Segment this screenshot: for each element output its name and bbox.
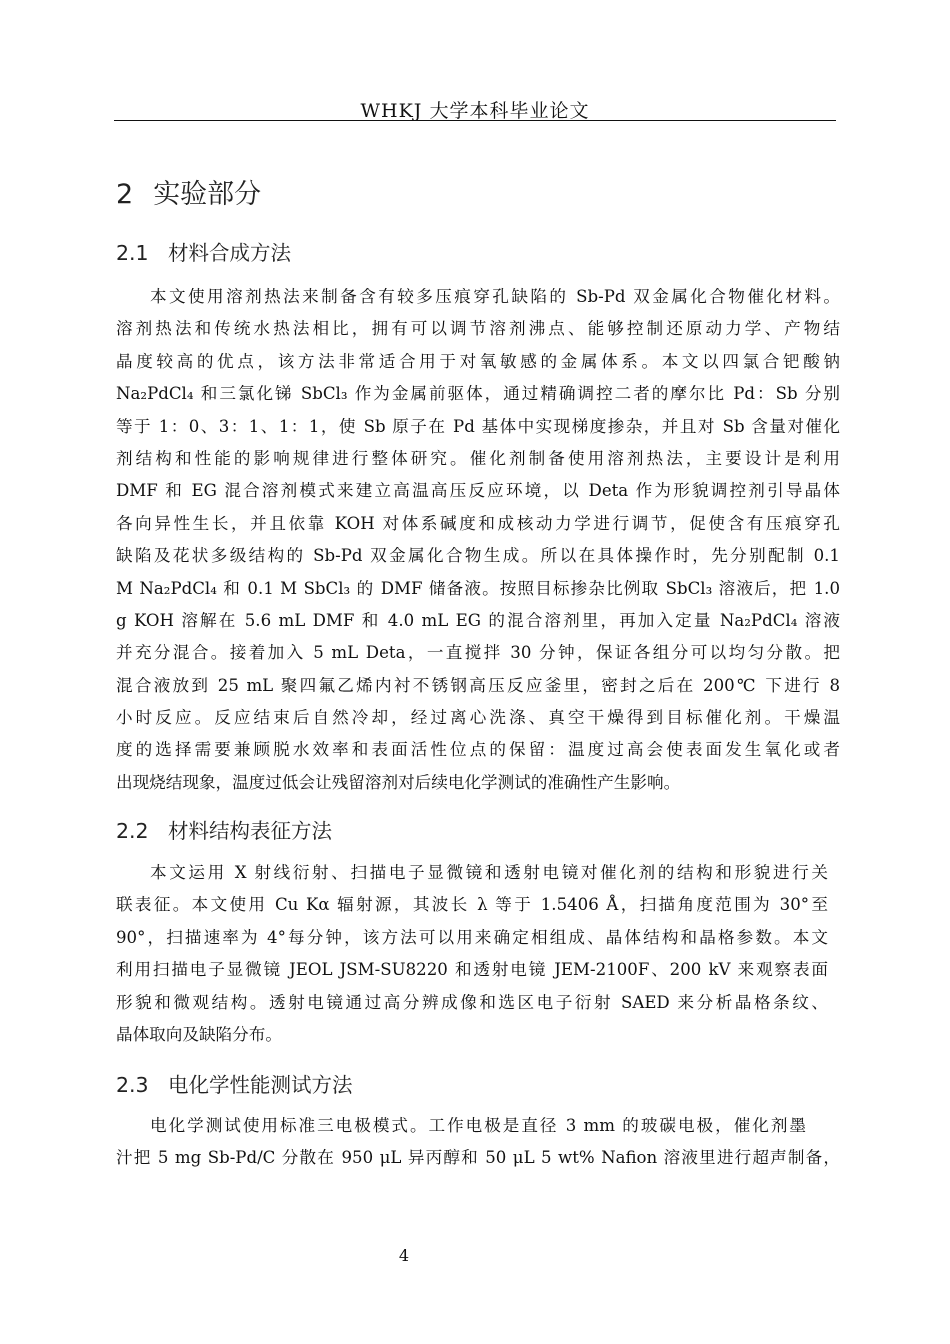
text-line: DMF 和 EG 混合溶剂模式来建立高温高压反应环境，以 Deta 作为形貌调控剂引导晶体 (116, 481, 840, 501)
text-line: 等于 1：0、3：1、1：1，使 Sb 原子在 Pd 基体中实现梯度掺杂，并且对 Sb 含量对催化 (116, 416, 840, 436)
section-paragraph-2-1 (116, 281, 840, 799)
section-heading-2-1 (116, 236, 291, 266)
text-line: 小时反应。反应结束后自然冷却，经过离心洗涤、真空干燥得到目标催化剂。干燥温 (116, 708, 840, 728)
text-line: 本文使用溶剂热法来制备含有较多压痕穿孔缺陷的 Sb-Pd 双金属化合物催化材料。 (150, 287, 840, 306)
text-line: Na₂PdCl₄ 和三氯化锑 SbCl₃ 作为金属前驱体，通过精确调控二者的摩尔比 Pd：Sb 分别 (116, 384, 840, 404)
text-line: 剂结构和性能的影响规律进行整体研究。催化剂制备使用溶剂热法，主要设计是利用 (116, 448, 840, 468)
running-header: WHKJ 大学本科毕业论文 (360, 100, 590, 122)
section-paragraph-2-3 (116, 1110, 840, 1175)
text-line: 电化学测试使用标准三电极模式。工作电极是直径 3 mm 的玻碳电极，催化剂墨 (150, 1116, 806, 1135)
header-rule (114, 120, 836, 121)
text-line: 晶度较高的优点，该方法非常适合用于对氧敏感的金属体系。本文以四氯合钯酸钠 (116, 351, 840, 371)
section-number: 2.1 (116, 241, 149, 265)
text-line: 90°，扫描速率为 4°每分钟，该方法可以用来确定相组成、晶体结构和晶格参数。本文 (116, 927, 828, 947)
text-line: 缺陷及花状多级结构的 Sb-Pd 双金属化合物生成。所以在具体操作时，先分别配制 0.1 (116, 546, 840, 566)
text-line: 联表征。本文使用 Cu Kα 辐射源，其波长 λ 等于 1.5406 Å，扫描角度范围为 30°至 (116, 895, 828, 915)
section-title: 材料结构表征方法 (168, 819, 332, 843)
text-line: M Na₂PdCl₄ 和 0.1 M SbCl₃ 的 DMF 储备液。按照目标掺杂比例取 SbCl₃ 溶液后，把 1.0 (116, 578, 840, 598)
section-paragraph-2-2 (116, 857, 828, 1051)
text-line: 汁把 5 mg Sb-Pd/C 分散在 950 μL 异丙醇和 50 μL 5 wt% Nafion 溶液里进行超声制备， (116, 1148, 840, 1168)
section-title: 材料合成方法 (168, 241, 291, 265)
section-number: 2.2 (116, 819, 149, 843)
chapter-title-text: 实验部分 (153, 179, 262, 210)
section-heading-2-3 (116, 1068, 353, 1098)
text-line: 溶剂热法和传统水热法相比，拥有可以调节溶剂沸点、能够控制还原动力学、产物结 (116, 319, 840, 339)
text-line: 利用扫描电子显微镜 JEOL JSM-SU8220 和透射电镜 JEM-2100F、200 kV 来观察表面 (116, 960, 828, 980)
text-line: 本文运用 X 射线衍射、扫描电子显微镜和透射电镜对催化剂的结构和形貌进行关 (150, 863, 828, 882)
text-line: 混合液放到 25 mL 聚四氟乙烯内衬不锈钢高压反应釜里，密封之后在 200℃ 下进行 8 (116, 675, 840, 695)
text-line: 形貌和微观结构。透射电镜通过高分辨成像和选区电子衍射 SAED 来分析晶格条纹、 (116, 992, 828, 1012)
text-line: 晶体取向及缺陷分布。 (116, 1024, 282, 1044)
text-line: 各向异性生长，并且依靠 KOH 对体系碱度和成核动力学进行调节，促使含有压痕穿孔 (116, 513, 840, 533)
section-number: 2.3 (116, 1073, 149, 1097)
chapter-number: 2 (116, 179, 134, 210)
text-line: 度的选择需要兼顾脱水效率和表面活性位点的保留：温度过高会使表面发生氧化或者 (116, 740, 840, 760)
section-heading-2-2 (116, 814, 332, 844)
section-title: 电化学性能测试方法 (168, 1073, 353, 1097)
text-line: 并充分混合。接着加入 5 mL Deta，一直搅拌 30 分钟，保证各组分可以均匀分散。把 (116, 643, 840, 663)
text-line: g KOH 溶解在 5.6 mL DMF 和 4.0 mL EG 的混合溶剂里，再加入定量 Na₂PdCl₄ 溶液 (116, 610, 840, 630)
text-line: 出现烧结现象，温度过低会让残留溶剂对后续电化学测试的准确性产生影响。 (116, 772, 681, 792)
page-number: 4 (398, 1246, 410, 1265)
chapter-title (116, 172, 261, 211)
